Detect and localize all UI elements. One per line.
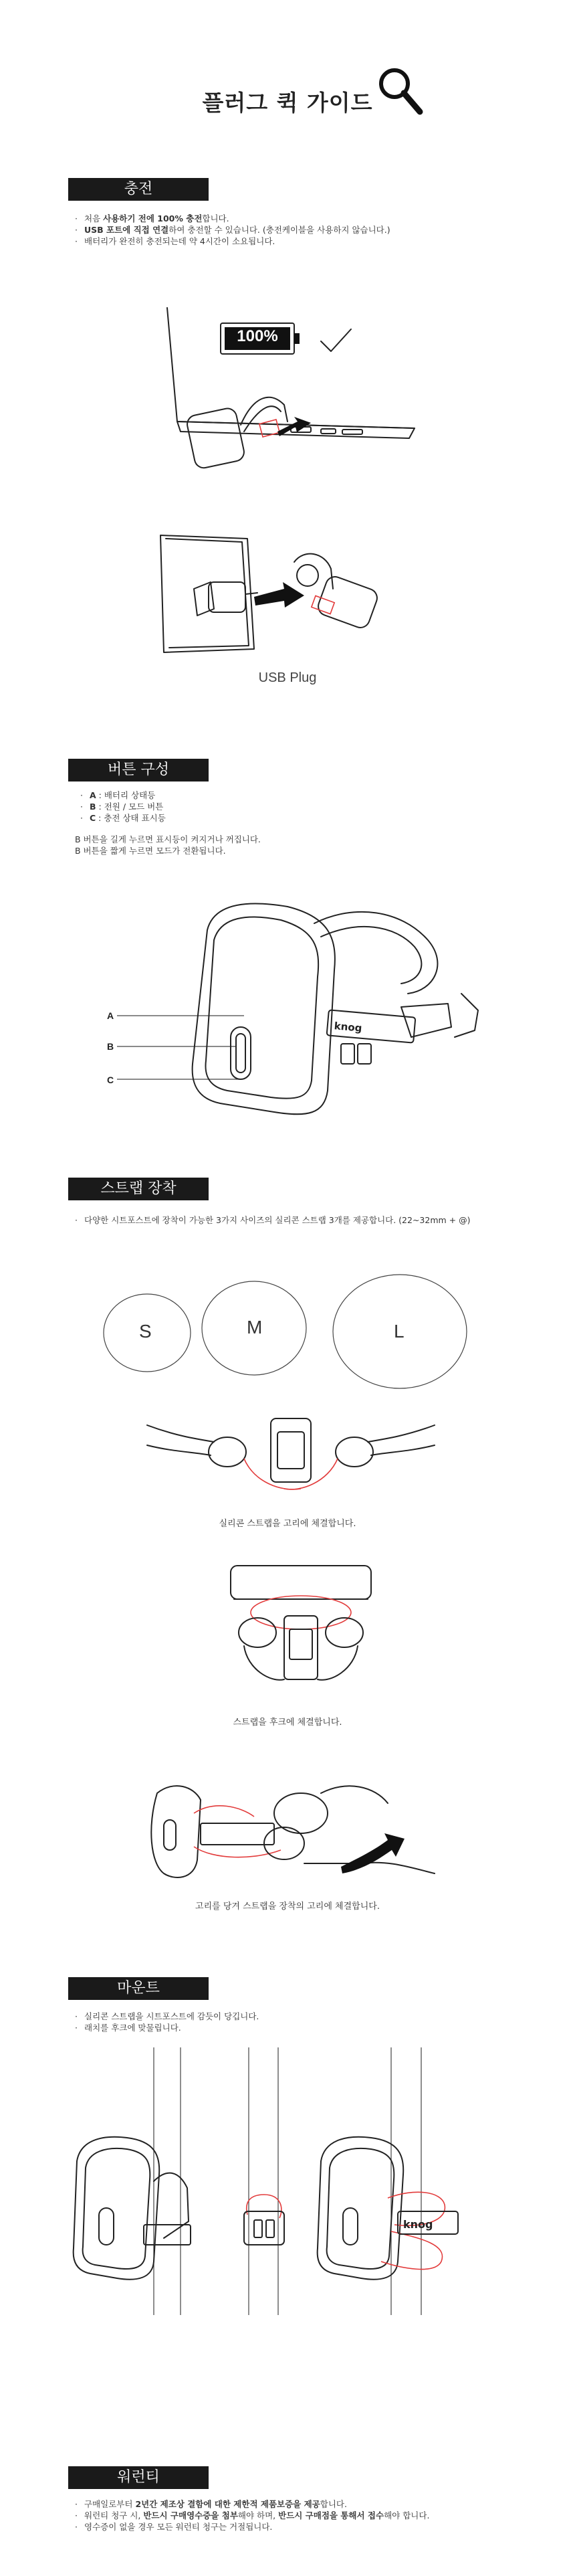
strap-step2-illustration	[221, 1559, 381, 1693]
list-item	[75, 224, 390, 236]
mount-illustration	[67, 2047, 508, 2315]
strap-caption-2: 스트랩을 후크에 체결합니다.	[233, 1718, 342, 1728]
list-item	[80, 812, 166, 824]
text-segment: 해야 하며,	[237, 2510, 279, 2520]
list-item	[75, 2022, 259, 2033]
magnifier-icon	[374, 64, 428, 124]
laptop-charging-illustration	[160, 294, 441, 535]
text-segment: 영수증이 없을 경우 모든 워런티 청구는 거절됩니다.	[84, 2522, 273, 2532]
text-segment: 합니다.	[202, 213, 229, 223]
button-note: B 버튼을 짧게 누르면 모드가 전환됩니다.	[75, 846, 226, 856]
strap-size-l: L	[394, 1321, 405, 1342]
text-segment: 해야 합니다.	[384, 2510, 430, 2520]
page-title: 플러그 퀵 가이드	[202, 90, 373, 116]
text-segment: 하여 충전할 수 있습니다. (충전케이블을 사용하지 않습니다.)	[168, 225, 390, 235]
svg-text:knog: knog	[403, 2218, 433, 2231]
emphasis-text: B	[90, 802, 96, 812]
strap-size-m: M	[247, 1317, 263, 1338]
list-item	[75, 2521, 429, 2533]
section-heading-strap: 스트랩 장착	[68, 1178, 209, 1200]
wall-charging-illustration	[160, 535, 441, 662]
emphasis-text: 반드시 구매점을 통해서 접수	[278, 2510, 384, 2520]
svg-text:knog: knog	[334, 1020, 363, 1034]
list-item	[75, 2011, 259, 2022]
section-heading-buttons: 버튼 구성	[68, 759, 209, 781]
list-item	[75, 213, 390, 224]
strap-caption-3: 고리를 당겨 스트랩을 장착의 고리에 체결합니다.	[195, 1902, 380, 1912]
warranty-bullets	[75, 2498, 429, 2533]
emphasis-text: USB 포트에 직접 연결	[84, 225, 169, 235]
text-segment: : 전원 / 모드 버튼	[96, 802, 164, 812]
light-buttons-illustration	[114, 877, 488, 1124]
battery-level-label: 100%	[237, 327, 278, 345]
text-segment: 실리콘 스트랩을 시트포스트에 감듯이 당깁니다.	[84, 2011, 259, 2021]
strap-bullets	[75, 1214, 470, 1226]
text-segment: 처음	[84, 213, 104, 223]
emphasis-text: 반드시 구매영수증을 첨부	[143, 2510, 238, 2520]
list-item	[75, 2498, 429, 2510]
text-segment: : 배터리 상태등	[96, 790, 156, 800]
emphasis-text: 사용하기 전에 100% 충전	[103, 213, 203, 223]
text-segment: 배터리가 완전히 충전되는데 약 4시간이 소요됩니다.	[84, 236, 275, 246]
emphasis-text: C	[90, 813, 96, 823]
mount-bullets	[75, 2011, 259, 2033]
strap-size-s: S	[139, 1321, 152, 1342]
section-heading-warranty: 워런티	[68, 2466, 209, 2489]
text-segment: 래치를 후크에 맞물립니다.	[84, 2023, 181, 2033]
strap-step1-illustration	[147, 1405, 435, 1505]
list-item	[80, 790, 166, 801]
strap-step3-illustration	[147, 1766, 435, 1887]
list-item	[75, 2510, 429, 2521]
emphasis-text: 2년간 제조상 결함에 대한 제한적 제품보증을 제공	[135, 2499, 320, 2509]
text-segment: 구매일로부터	[84, 2499, 136, 2509]
charge-bullets	[75, 213, 390, 247]
list-item	[80, 801, 166, 812]
text-segment: : 충전 상태 표시등	[96, 813, 166, 823]
text-segment: 워런티 청구 시,	[84, 2510, 144, 2520]
strap-sizes-illustration	[100, 1271, 481, 1392]
list-item	[75, 1214, 470, 1226]
strap-caption-1: 실리콘 스트랩을 고리에 체결합니다.	[219, 1519, 356, 1529]
label-a: A	[107, 1010, 114, 1021]
text-segment: 다양한 시트포스트에 장착이 가능한 3가지 사이즈의 실리콘 스트랩 3개를 제공합니다. (22~32mm + @)	[84, 1215, 471, 1225]
emphasis-text: A	[90, 790, 96, 800]
section-heading-mount: 마운트	[68, 1977, 209, 2000]
list-item	[75, 236, 390, 247]
button-bullets	[80, 790, 166, 824]
text-segment: 합니다.	[320, 2499, 347, 2509]
button-notes	[75, 834, 261, 856]
section-heading-charge: 충전	[68, 178, 209, 201]
label-c: C	[107, 1075, 114, 1085]
usb-plug-caption: USB Plug	[258, 670, 317, 685]
button-note: B 버튼을 길게 누르면 표시등이 켜지거나 꺼집니다.	[75, 834, 261, 844]
label-b: B	[107, 1041, 114, 1052]
